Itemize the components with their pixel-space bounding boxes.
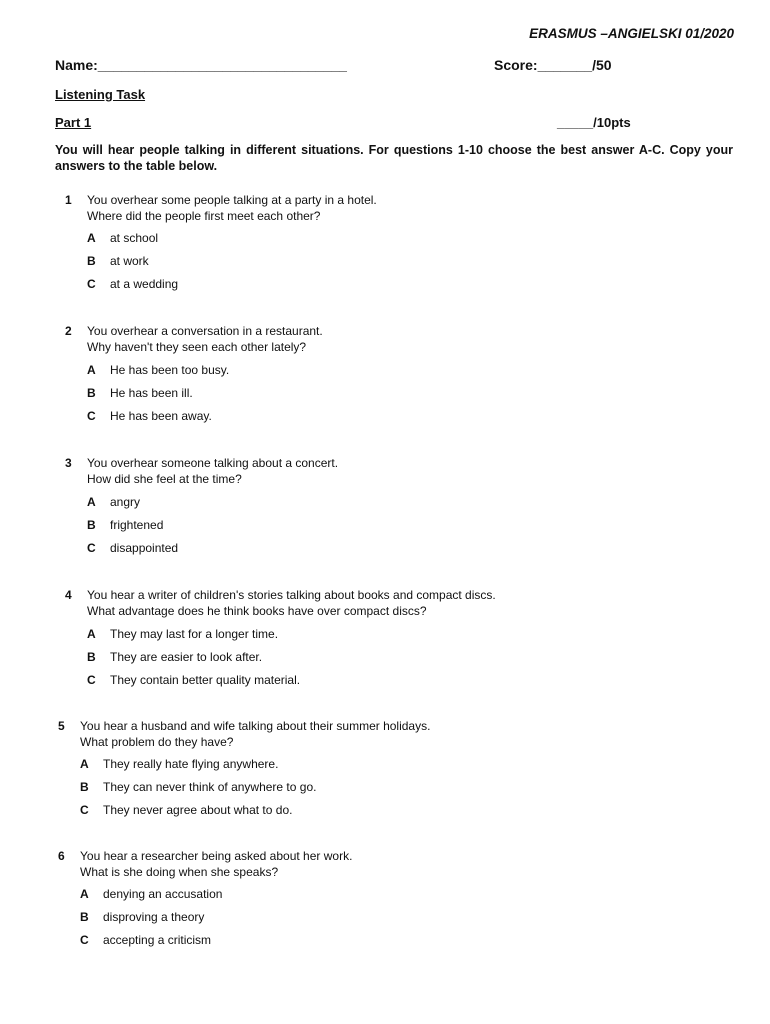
option-letter: B	[87, 650, 96, 664]
question-scenario: You hear a writer of children's stories talking about books and compact discs.	[87, 588, 496, 602]
option-letter: C	[87, 409, 96, 423]
question-scenario: You overhear someone talking about a concert.	[87, 456, 339, 470]
question-number: 1	[65, 193, 72, 207]
option-text: accepting a criticism	[103, 933, 212, 947]
option-letter: C	[80, 933, 89, 947]
option-letter: C	[87, 277, 96, 291]
option-letter: A	[80, 757, 89, 771]
option-text: disproving a theory	[103, 910, 205, 924]
section-title: Listening Task	[55, 87, 146, 102]
option-text: disappointed	[110, 541, 179, 555]
option-text: frightened	[110, 518, 164, 532]
question-scenario: You hear a researcher being asked about her work.	[80, 849, 353, 863]
option-text: He has been ill.	[110, 386, 193, 400]
option-letter: A	[80, 887, 89, 901]
question-prompt: What advantage does he think books have over compact discs?	[87, 604, 427, 618]
part-points: _____/10pts	[557, 115, 631, 130]
option-text: They contain better quality material.	[110, 673, 301, 687]
option-text: angry	[110, 495, 141, 509]
question-number: 4	[65, 588, 72, 602]
option-letter: A	[87, 231, 96, 245]
question-prompt: Why haven't they seen each other lately?	[87, 340, 307, 354]
option-text: They really hate flying anywhere.	[103, 757, 279, 771]
option-text: at school	[110, 231, 159, 245]
option-letter: B	[87, 254, 96, 268]
option-letter: A	[87, 495, 96, 509]
instructions: You will hear people talking in different situations. For questions 1-10 choose the best answer A-C. Copy your answers to the table below.	[55, 143, 733, 173]
option-letter: B	[87, 386, 96, 400]
question-number: 6	[58, 849, 65, 863]
option-text: They may last for a longer time.	[110, 627, 279, 641]
option-text: denying an accusation	[103, 887, 223, 901]
option-letter: B	[80, 780, 89, 794]
question-number: 5	[58, 719, 65, 733]
option-text: He has been away.	[110, 409, 212, 423]
option-letter: C	[87, 673, 96, 687]
question-scenario: You overhear a conversation in a restaurant.	[87, 324, 323, 338]
option-letter: C	[87, 541, 96, 555]
question-prompt: Where did the people first meet each other?	[87, 209, 321, 223]
option-letter: A	[87, 363, 96, 377]
question-prompt: What problem do they have?	[80, 735, 234, 749]
option-letter: C	[80, 803, 89, 817]
option-text: They can never think of anywhere to go.	[103, 780, 317, 794]
option-letter: B	[87, 518, 96, 532]
option-letter: A	[87, 627, 96, 641]
question-number: 2	[65, 324, 72, 338]
question-prompt: What is she doing when she speaks?	[80, 865, 279, 879]
option-letter: B	[80, 910, 89, 924]
question-prompt: How did she feel at the time?	[87, 472, 242, 486]
question-scenario: You overhear some people talking at a party in a hotel.	[87, 193, 377, 207]
option-text: at work	[110, 254, 149, 268]
name-field-label: Name:________________________________	[55, 57, 347, 73]
document-header-title: ERASMUS –ANGIELSKI 01/2020	[529, 26, 734, 41]
part-title: Part 1	[55, 115, 92, 130]
option-text: They are easier to look after.	[110, 650, 263, 664]
option-text: He has been too busy.	[110, 363, 230, 377]
option-text: at a wedding	[110, 277, 179, 291]
option-text: They never agree about what to do.	[103, 803, 293, 817]
score-field-label: Score:_______/50	[494, 57, 612, 73]
question-scenario: You hear a husband and wife talking about their summer holidays.	[80, 719, 431, 733]
question-number: 3	[65, 456, 72, 470]
